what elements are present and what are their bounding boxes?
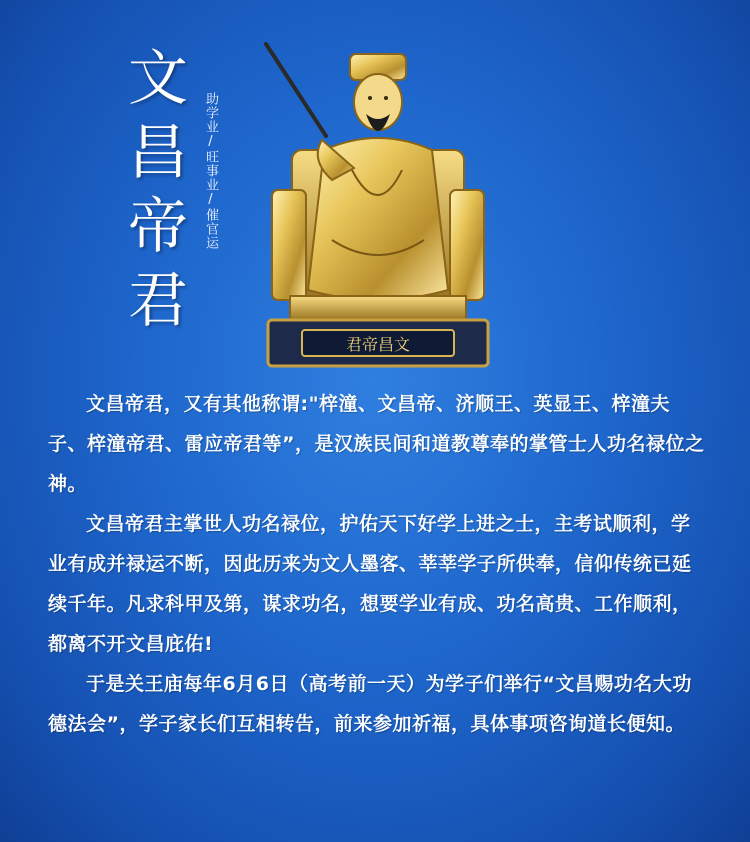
title-char: 君 [128,266,188,336]
paragraph: 文昌帝君，又有其他称谓:"梓潼、文昌帝、济顺王、英显王、梓潼夫子、梓潼帝君、雷应帝君等”，是汉族民间和道教尊奉的掌管士人功名禄位之神。 [48,393,705,495]
title-char: 文 [128,44,188,114]
title-char: 帝 [128,192,188,262]
wenchang-statue-image [262,40,494,370]
paragraph: 文昌帝君主掌世人功名禄位，护佑天下好学上进之士，主考试顺利，学业有成并禄运不断，因此历来为文人墨客、莘莘学子所供奉，信仰传统已延续千年。凡求科甲及第，谋求功名，想要学业有成、功名高贵、工作顺利，都离不开文昌庇佑! [48,513,692,655]
vertical-subtitle: 助学业/旺事业/催官运 [203,92,218,250]
paragraph: 于是关王庙每年6月6日（高考前一天）为学子们举行“文昌赐功名大功德法会”，学子家长们互相转告，前来参加祈福，具体事项咨询道长便知。 [48,673,692,735]
title-char: 昌 [128,118,188,188]
statue-plaque-text: 君帝昌文 [345,335,411,354]
description-text [48,384,708,744]
vertical-title [118,42,198,338]
